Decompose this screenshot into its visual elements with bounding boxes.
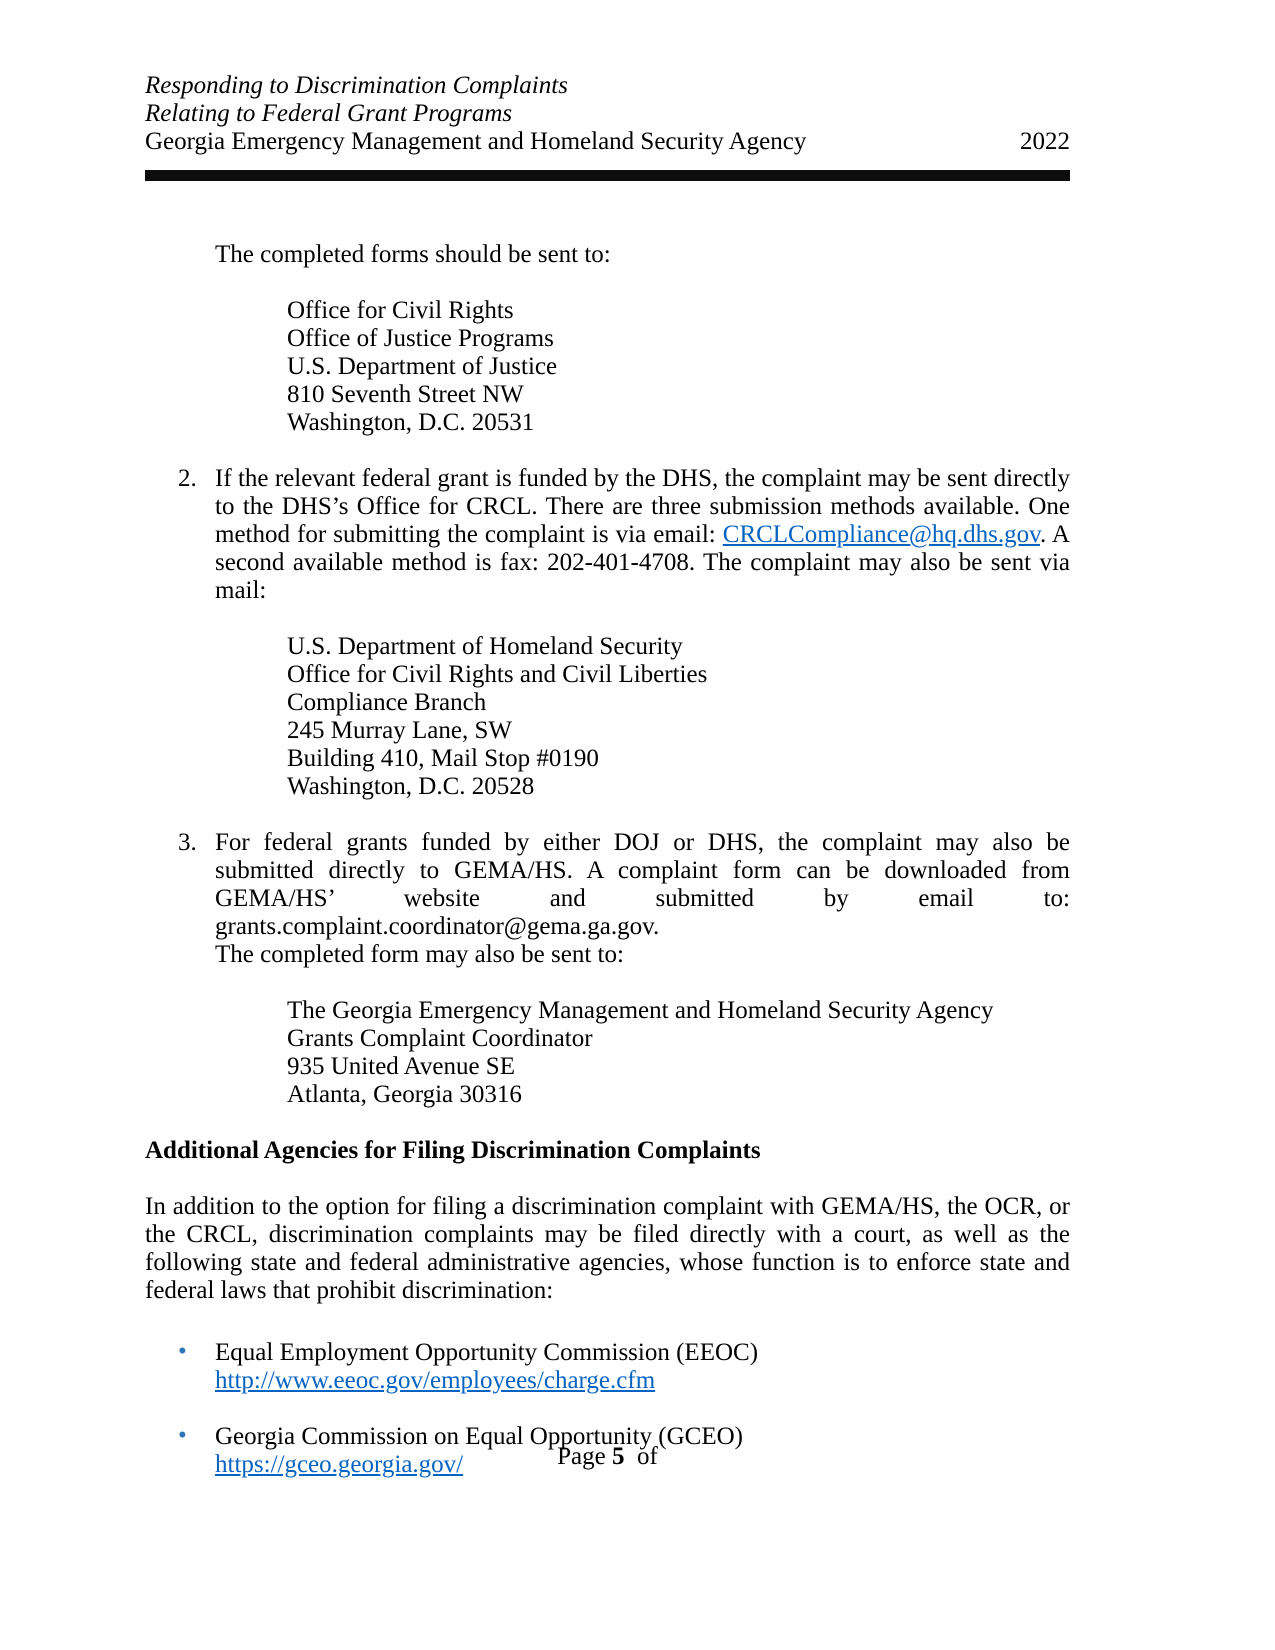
address-line: Office for Civil Rights and Civil Liberties bbox=[287, 661, 708, 688]
intro-paragraph: The completed forms should be sent to: bbox=[215, 241, 611, 268]
page-footer bbox=[145, 1443, 1070, 1471]
address-line: Washington, D.C. 20528 bbox=[287, 773, 535, 800]
bullet-eeoc-body bbox=[215, 1339, 1070, 1395]
section-heading: Additional Agencies for Filing Discrimination Complaints bbox=[145, 1137, 761, 1164]
address-line: Washington, D.C. 20531 bbox=[287, 409, 535, 436]
address-line: U.S. Department of Justice bbox=[287, 353, 558, 380]
header-agency-row bbox=[145, 128, 1070, 156]
gceo-link[interactable]: https://gceo.georgia.gov/ bbox=[215, 1451, 464, 1478]
bullet-icon: • bbox=[178, 1338, 187, 1365]
address-line: Office for Civil Rights bbox=[287, 297, 514, 324]
header-title-line2: Relating to Federal Grant Programs bbox=[145, 100, 513, 127]
bullet-eeoc-title: Equal Employment Opportunity Commission (EEOC) bbox=[215, 1339, 759, 1366]
address-line: 245 Murray Lane, SW bbox=[287, 717, 512, 744]
header-year: 2022 bbox=[1020, 128, 1070, 155]
address-block-dhs bbox=[145, 633, 1070, 801]
address-block-gema bbox=[145, 997, 1070, 1109]
header-title-line1: Responding to Discrimination Complaints bbox=[145, 72, 568, 99]
crcl-email-link[interactable]: CRCLCompliance@hq.dhs.gov bbox=[722, 521, 1040, 548]
address-line: 810 Seventh Street NW bbox=[287, 381, 524, 408]
address-line: Office of Justice Programs bbox=[287, 325, 554, 352]
address-line: Atlanta, Georgia 30316 bbox=[287, 1081, 522, 1108]
footer-page-number: 5 bbox=[612, 1443, 625, 1470]
address-line: Compliance Branch bbox=[287, 689, 487, 716]
section-paragraph: In addition to the option for filing a discrimination complaint with GEMA/HS, the OCR, or the CRCL, discrimination complaints may be filed directly with a court, as well as the following state and federal administrative agencies, whose function is to enforce state and federal laws that prohibit discrimination: bbox=[145, 1193, 1070, 1304]
list-item-3-text: For federal grants funded by either DOJ or DHS, the complaint may also be submitted directly to GEMA/HS. A complaint form can be downloaded from GEMA/HS’ website and submitted by email to: grants.complaint.coordinator@gema.ga.gov. bbox=[215, 829, 1070, 940]
header-agency-name: Georgia Emergency Management and Homeland Security Agency bbox=[145, 128, 807, 155]
list-item-2-text bbox=[215, 465, 1070, 605]
list-item-3-text2: The completed form may also be sent to: bbox=[215, 941, 624, 968]
address-line: Grants Complaint Coordinator bbox=[287, 1025, 593, 1052]
bullet-icon: • bbox=[178, 1422, 187, 1449]
footer-page-prefix: Page bbox=[557, 1443, 606, 1470]
header-rule bbox=[145, 170, 1070, 181]
footer-page-suffix: of bbox=[637, 1443, 658, 1470]
eeoc-link[interactable]: http://www.eeoc.gov/employees/charge.cfm bbox=[215, 1367, 656, 1394]
bullet-gceo-title: Georgia Commission on Equal Opportunity (GCEO) bbox=[215, 1423, 743, 1450]
address-block-doj bbox=[145, 297, 1070, 437]
list-item-3-body bbox=[215, 829, 1070, 969]
page-header bbox=[145, 72, 1070, 181]
address-line: The Georgia Emergency Management and Homeland Security Agency bbox=[287, 997, 994, 1024]
bullet-eeoc-link-line bbox=[215, 1367, 1070, 1395]
list-item-2-text-after: . A second available method is fax: 202-401-4708. The complaint may also be sent via mail: bbox=[215, 521, 1070, 604]
list-item-3 bbox=[145, 829, 1070, 969]
address-line: 935 United Avenue SE bbox=[287, 1053, 515, 1080]
list-item-2-text-before: If the relevant federal grant is funded by the DHS, the complaint may be sent directly to the DHS’s Office for CRCL. There are three submission methods available. One method for submitting the complaint is via email: bbox=[215, 465, 1070, 548]
address-line: U.S. Department of Homeland Security bbox=[287, 633, 683, 660]
bullet-item-eeoc bbox=[145, 1339, 1070, 1395]
list-item-3-number: 3. bbox=[178, 829, 197, 856]
list-item-2-number: 2. bbox=[178, 465, 197, 492]
list-item-2 bbox=[145, 465, 1070, 605]
address-line: Building 410, Mail Stop #0190 bbox=[287, 745, 599, 772]
